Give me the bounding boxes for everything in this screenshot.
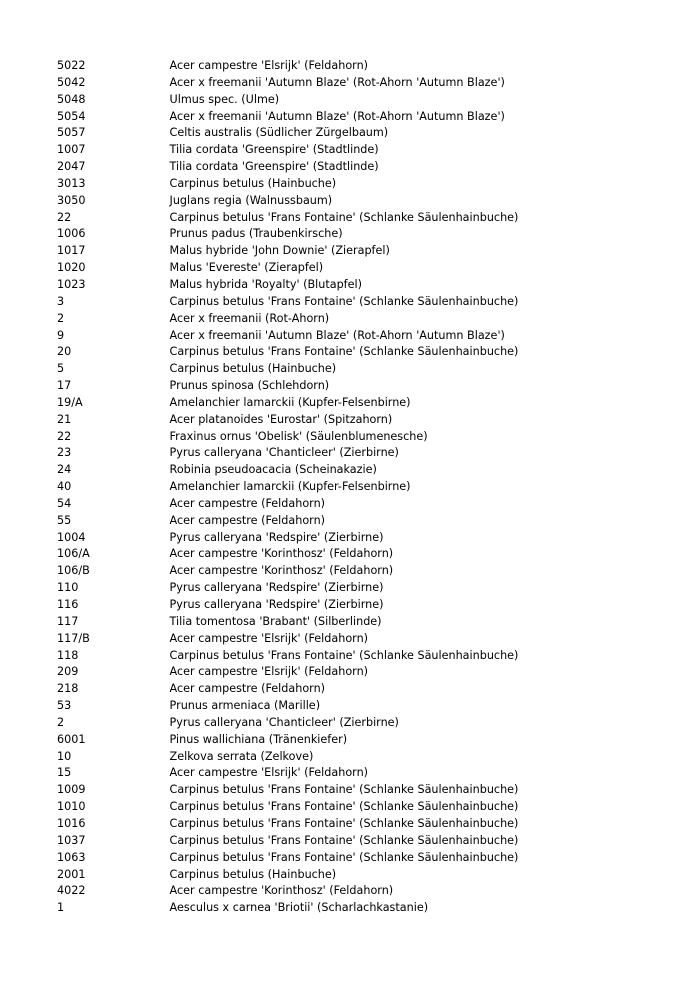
tree-name-cell: Malus hybride 'John Downie' (Zierapfel) [169,244,390,258]
tree-name-cell: Aesculus x carnea 'Briotii' (Scharlachkastanie) [169,901,429,915]
tree-id-cell: 117 [57,614,79,628]
tree-name-cell: Acer campestre 'Elsrijk' (Feldahorn) [169,631,369,645]
table-row [57,344,660,361]
table-row [57,732,660,749]
table-row [57,58,660,75]
tree-id-cell: 1006 [57,227,86,241]
table-row [57,395,660,412]
tree-name-cell: Acer campestre 'Elsrijk' (Feldahorn) [169,665,369,679]
tree-name-cell: Prunus padus (Traubenkirsche) [169,227,343,241]
table-row [57,867,660,884]
tree-name-cell: Carpinus betulus 'Frans Fontaine' (Schlanke Säulenhainbuche) [169,783,519,797]
tree-name-cell: Acer campestre 'Korinthosz' (Feldahorn) [169,564,394,578]
tree-id-cell: 54 [57,496,72,510]
tree-id-cell: 55 [57,513,72,527]
tree-name-cell: Zelkova serrata (Zelkove) [169,749,314,763]
tree-name-cell: Acer campestre 'Elsrijk' (Feldahorn) [169,766,369,780]
table-row [57,530,660,547]
tree-name-cell: Acer platanoides 'Eurostar' (Spitzahorn) [169,412,393,426]
table-row [57,631,660,648]
table-row [57,850,660,867]
tree-name-cell: Carpinus betulus 'Frans Fontaine' (Schlanke Säulenhainbuche) [169,648,519,662]
tree-name-cell: Tilia cordata 'Greenspire' (Stadtlinde) [169,143,379,157]
tree-id-cell: 10 [57,749,72,763]
tree-id-cell: 5 [57,362,65,376]
table-row [57,462,660,479]
tree-id-cell: 110 [57,581,79,595]
table-row [57,816,660,833]
tree-id-cell: 5022 [57,59,86,72]
tree-name-cell: Acer campestre (Feldahorn) [169,513,326,527]
tree-id-cell: 23 [57,446,72,460]
tree-id-cell: 9 [57,328,65,342]
tree-id-cell: 17 [57,379,72,393]
tree-id-cell: 5057 [57,126,86,140]
table-row [57,883,660,900]
table-row [57,479,660,496]
tree-name-cell: Robinia pseudoacacia (Scheinakazie) [169,463,377,477]
tree-id-cell: 2047 [57,160,86,174]
tree-id-cell: 1010 [57,800,86,814]
table-row [57,378,660,395]
tree-name-cell: Acer campestre 'Elsrijk' (Feldahorn) [169,59,369,72]
tree-id-cell: 1007 [57,143,86,157]
table-row [57,749,660,766]
table-row [57,210,660,227]
tree-name-cell: Pyrus calleryana 'Chanticleer' (Zierbirne) [169,446,399,460]
tree-name-cell: Carpinus betulus 'Frans Fontaine' (Schlanke Säulenhainbuche) [169,294,519,308]
table-row [57,109,660,126]
tree-name-cell: Carpinus betulus 'Frans Fontaine' (Schlanke Säulenhainbuche) [169,833,519,847]
tree-name-cell: Carpinus betulus (Hainbuche) [169,362,337,376]
tree-name-cell: Acer campestre (Feldahorn) [169,682,326,696]
tree-name-cell: Malus hybrida 'Royalty' (Blutapfel) [169,277,362,291]
tree-id-cell: 5042 [57,75,86,89]
tree-name-cell: Prunus spinosa (Schlehdorn) [169,379,330,393]
tree-id-cell: 40 [57,480,72,494]
table-row [57,445,660,462]
tree-name-cell: Pyrus calleryana 'Redspire' (Zierbirne) [169,530,384,544]
table-row [57,243,660,260]
tree-id-cell: 2 [57,715,65,729]
tree-id-cell: 22 [57,210,72,224]
tree-name-cell: Acer x freemanii 'Autumn Blaze' (Rot-Ahorn 'Autumn Blaze') [169,109,505,123]
table-row [57,311,660,328]
tree-id-cell: 218 [57,682,79,696]
table-row [57,648,660,665]
tree-name-cell: Carpinus betulus 'Frans Fontaine' (Schlanke Säulenhainbuche) [169,850,519,864]
tree-id-cell: 116 [57,598,79,611]
table-row [57,328,660,345]
table-row [57,193,660,210]
table-row [57,226,660,243]
tree-id-cell: 2 [57,311,65,325]
tree-id-cell: 1009 [57,783,86,797]
table-row [57,92,660,109]
table-row [57,614,660,631]
tree-id-cell: 106/A [57,547,90,561]
tree-id-cell: 118 [57,648,79,662]
table-row [57,412,660,429]
tree-id-cell: 22 [57,429,72,443]
table-row [57,277,660,294]
tree-name-cell: Carpinus betulus 'Frans Fontaine' (Schlanke Säulenhainbuche) [169,210,519,224]
tree-name-cell: Ulmus spec. (Ulme) [169,92,280,106]
tree-id-cell: 1063 [57,850,86,864]
tree-id-cell: 106/B [57,564,90,578]
table-row [57,664,660,681]
tree-id-cell: 1017 [57,244,86,258]
table-row [57,782,660,799]
tree-id-cell: 6001 [57,732,86,746]
tree-name-cell: Carpinus betulus (Hainbuche) [169,176,337,190]
tree-name-cell: Acer x freemanii 'Autumn Blaze' (Rot-Ahorn 'Autumn Blaze') [169,75,505,89]
tree-id-cell: 1004 [57,530,86,544]
tree-id-cell: 117/B [57,631,90,645]
tree-id-cell: 2001 [57,867,86,881]
table-row [57,765,660,782]
tree-name-cell: Malus 'Evereste' (Zierapfel) [169,261,324,275]
tree-name-cell: Amelanchier lamarckii (Kupfer-Felsenbirne) [169,480,411,494]
table-row [57,361,660,378]
tree-name-cell: Acer x freemanii (Rot-Ahorn) [169,311,330,325]
table-row [57,698,660,715]
table-row [57,75,660,92]
tree-name-cell: Prunus armeniaca (Marille) [169,699,321,713]
tree-id-cell: 3 [57,294,65,308]
tree-id-cell: 4022 [57,884,86,898]
table-row [57,799,660,816]
table-row [57,496,660,513]
tree-name-cell: Juglans regia (Walnussbaum) [169,193,333,207]
table-row [57,681,660,698]
table-row [57,513,660,530]
tree-id-cell: 3050 [57,193,86,207]
tree-id-cell: 24 [57,463,72,477]
tree-name-cell: Carpinus betulus (Hainbuche) [169,867,337,881]
tree-name-cell: Acer campestre 'Korinthosz' (Feldahorn) [169,884,394,898]
tree-id-cell: 1037 [57,833,86,847]
tree-name-cell: Carpinus betulus 'Frans Fontaine' (Schlanke Säulenhainbuche) [169,345,519,359]
table-row [57,260,660,277]
tree-name-cell: Pyrus calleryana 'Chanticleer' (Zierbirne) [169,715,399,729]
table-row [57,900,660,917]
tree-name-cell: Pyrus calleryana 'Redspire' (Zierbirne) [169,598,384,611]
table-row [57,833,660,850]
tree-id-cell: 1 [57,901,65,915]
tree-name-cell: Fraxinus ornus 'Obelisk' (Säulenblumenesche) [169,429,428,443]
tree-name-cell: Amelanchier lamarckii (Kupfer-Felsenbirne) [169,395,411,409]
tree-id-cell: 1016 [57,816,86,830]
tree-id-cell: 1023 [57,277,86,291]
table-row [57,125,660,142]
table-row [57,294,660,311]
tree-id-cell: 3013 [57,176,86,190]
tree-id-cell: 5048 [57,92,86,106]
table-row [57,429,660,446]
table-row [57,142,660,159]
tree-id-cell: 15 [57,766,72,780]
table-row [57,580,660,597]
tree-id-cell: 19/A [57,395,83,409]
tree-id-cell: 21 [57,412,72,426]
tree-name-cell: Tilia tomentosa 'Brabant' (Silberlinde) [169,614,382,628]
tree-name-cell: Carpinus betulus 'Frans Fontaine' (Schlanke Säulenhainbuche) [169,800,519,814]
tree-id-cell: 1020 [57,261,86,275]
tree-name-cell: Pinus wallichiana (Tränenkiefer) [169,732,348,746]
table-row [57,176,660,193]
table-row [57,159,660,176]
tree-id-cell: 209 [57,665,79,679]
tree-id-cell: 53 [57,699,72,713]
table-row [57,715,660,732]
tree-species-table [57,58,660,917]
tree-name-cell: Celtis australis (Südlicher Zürgelbaum) [169,126,389,140]
tree-name-cell: Carpinus betulus 'Frans Fontaine' (Schlanke Säulenhainbuche) [169,816,519,830]
table-row [57,546,660,563]
tree-id-cell: 5054 [57,109,86,123]
table-row [57,597,660,614]
tree-id-cell: 20 [57,345,72,359]
table-body [57,58,660,917]
tree-name-cell: Acer x freemanii 'Autumn Blaze' (Rot-Ahorn 'Autumn Blaze') [169,328,505,342]
tree-name-cell: Acer campestre (Feldahorn) [169,496,326,510]
tree-name-cell: Pyrus calleryana 'Redspire' (Zierbirne) [169,581,384,595]
table-row [57,563,660,580]
tree-name-cell: Acer campestre 'Korinthosz' (Feldahorn) [169,547,394,561]
tree-name-cell: Tilia cordata 'Greenspire' (Stadtlinde) [169,160,379,174]
